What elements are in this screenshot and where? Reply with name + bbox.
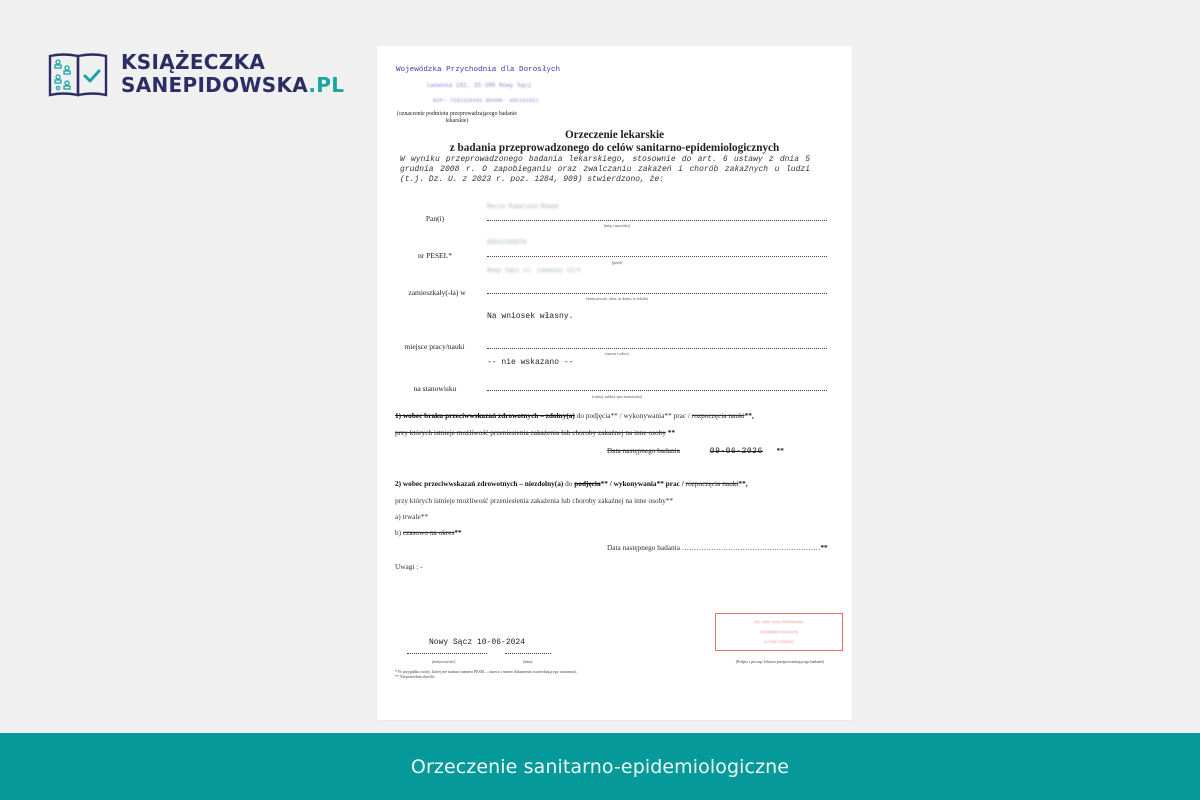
place-caption: (miejscowość) [432, 659, 456, 664]
section2-option-a: a) trwale** [395, 512, 429, 521]
brand-line2: SANEPIDOWSKA [121, 73, 309, 97]
place-date: Nowy Sącz 10-06-2024 [429, 638, 526, 647]
section1-next-exam: Data następnego badania 09-06-2026 ** [607, 446, 784, 456]
pesel-line [487, 256, 827, 257]
clinic-stamp-caption: (oznaczenie podmiotu przeprowadzającego badanie lekarskie) [397, 111, 517, 124]
position-label: na stanowisku [413, 384, 457, 393]
brand-name [121, 51, 344, 97]
request-note: Na wniosek własny. [487, 312, 574, 321]
banner-text: Orzeczenie sanitarno-epidemiologiczne [410, 755, 790, 778]
position-line [487, 390, 827, 391]
name-value: Maria Kowalska-Nowak [487, 203, 560, 210]
intro-paragraph: W wyniku przeprowadzonego badania lekarskiego, stosownie do art. 6 ustawy z dnia 5 grudnia 2008 r. O zapobieganiu oraz zwalczaniu zakażeń i chorób zakaźnych u ludzi (t.j. Dz. U. z 2023 r. poz. 1284, 909) stwierdzono, że: [400, 155, 810, 184]
clinic-address: Lwowska 192, 33-300 Nowy Sącz [427, 82, 532, 89]
section2-line1: 2) wobec przeciwwskazań zdrowotnych – niezdolny(a) do podjęcia** / wykonywania** prac / rozpoczęcia nauki**, [395, 479, 748, 488]
brand-tld: .PL [308, 73, 345, 97]
workplace-label: miejsce pracy/nauki [404, 342, 465, 351]
section1-line1: 1) wobec braku przeciwwskazań zdrowotnych – zdolny(a) do podjęcia** / wykonywania** prac / rozpoczęcia nauki**, [395, 411, 754, 420]
name-label: Pan(i) [425, 214, 445, 223]
book-checkmark-icon [47, 50, 109, 98]
section1-heading: 1) wobec braku przeciwwskazań zdrowotnych – zdolny(a) [395, 411, 575, 420]
section2-heading: 2) wobec przeciwwskazań zdrowotnych – niezdolny(a) [395, 479, 564, 488]
name-caption: (imię i nazwisko) [603, 224, 631, 228]
footnote-2: ** Niepotrzebne skreślić. [395, 674, 436, 679]
pesel-caption: (pesel) [611, 261, 623, 265]
document-title: Orzeczenie lekarskie [564, 129, 665, 141]
site-logo[interactable] [47, 50, 344, 98]
footnote-1: * W przypadku osoby, której nie nadano numeru PESEL – nazwa i numer dokumentu stwierdzającego tożsamość. [395, 669, 578, 674]
section2-option-b: b) czasowo na okres** [395, 528, 462, 537]
date-line [505, 653, 551, 654]
section2-next-exam: Data następnego badania …………………………………………………** [607, 543, 828, 552]
pesel-value: 85012345678 [487, 239, 527, 246]
section1-line2: przy których istnieje możliwość przeniesienia zakażenia lub choroby zakaźnej na inne osoby ** [395, 428, 676, 437]
section2-line2: przy których istnieje możliwość przeniesienia zakażenia lub choroby zakaźnej na inne osoby** [395, 496, 674, 505]
address-value: Nowy Sącz ul. Lwowska 12/4 [487, 267, 581, 274]
medical-certificate-document [377, 46, 852, 720]
pesel-label: nr PESEL* [418, 251, 452, 260]
brand-line1: KSIĄŻECZKA [121, 50, 266, 74]
document-subtitle: z badania przeprowadzonego do celów sanitarno-epidemiologicznych [449, 142, 780, 154]
clinic-nip: NIP: 7342329342 REGON: 492101021 [433, 97, 539, 104]
section2-next-exam-label: Data następnego badania [607, 543, 680, 552]
remarks: Uwagi : - [395, 562, 423, 571]
place-line [407, 653, 487, 654]
section1-next-exam-date: 09-06-2026 [709, 447, 763, 456]
caption-banner [0, 733, 1200, 800]
address-line [487, 293, 827, 294]
workplace-line [487, 348, 827, 349]
clinic-name: Wojewódzka Przychodnia dla Dorosłych [396, 66, 561, 74]
address-label: zamieszkały(-ła) w [408, 288, 466, 297]
section1-next-exam-label: Data następnego badania [607, 446, 680, 455]
doctor-stamp: lek. med. Anna Wiśniewska specjalista medycyny nr PWZ 1234567 [715, 613, 843, 651]
name-line [487, 220, 827, 221]
position-caption: (rodzaj, zakład, opis stanowiska) [592, 395, 642, 399]
address-caption: (miejscowość, ulica, nr domu, nr lokalu) [586, 297, 648, 301]
date-caption: (data) [523, 659, 533, 664]
workplace-value: -- nie wskazano -- [487, 358, 574, 367]
doctor-signature-caption: (Podpis i pieczęć lekarza przeprowadzającego badanie) [735, 659, 825, 664]
workplace-caption: (nazwa i adres) [605, 352, 629, 356]
